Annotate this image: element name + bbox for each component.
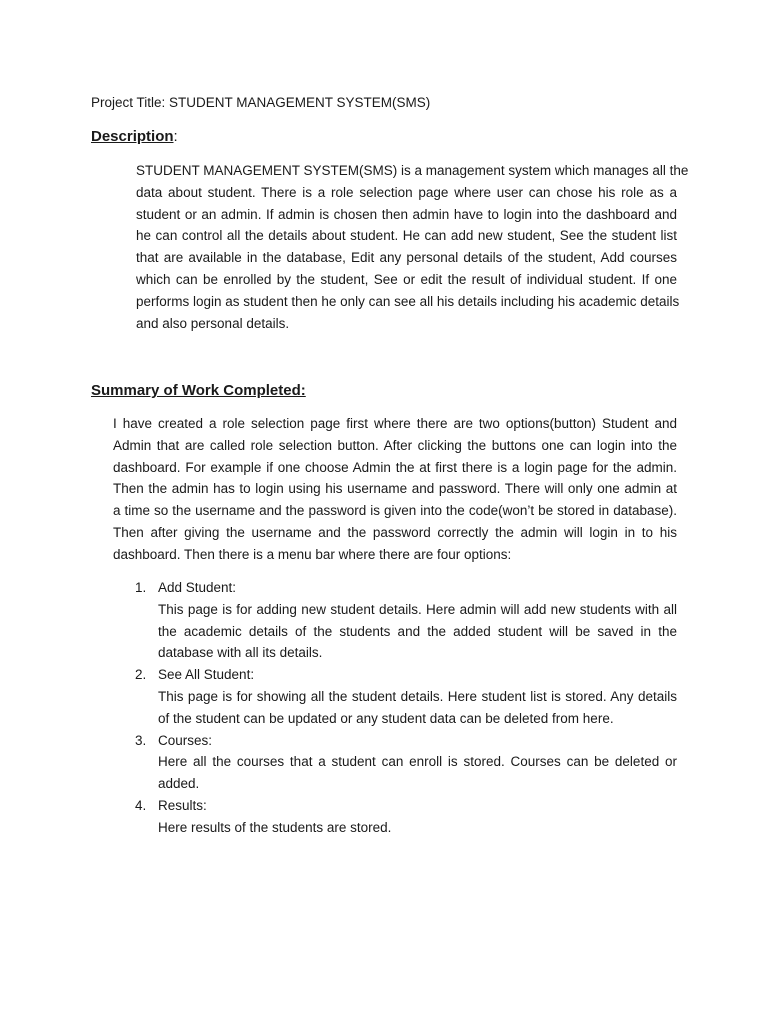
list-item-number: 2. <box>135 667 147 683</box>
paragraph-line: STUDENT MANAGEMENT SYSTEM(SMS) is a management system which manages all the <box>136 163 689 178</box>
description-heading-text: Description <box>91 128 174 145</box>
list-item-line: This page is for showing all the student details. Here student list is stored. Any details <box>158 688 677 704</box>
paragraph-line: dashboard. For example if one choose Admin the at first there is a login page for the admin. <box>113 459 677 475</box>
paragraph-line: data about student. There is a role selection page where user can chose his role as a <box>136 184 677 200</box>
list-item-title: Courses: <box>158 732 213 748</box>
list-item-line: of the student can be updated or any student data can be deleted from here. <box>158 710 614 726</box>
description-heading <box>91 127 178 147</box>
summary-paragraph <box>113 413 677 566</box>
list-item <box>113 664 677 729</box>
list-item-title: Results: <box>158 797 207 813</box>
list-item-line: database with all its details. <box>158 645 323 661</box>
list-item-title: See All Student: <box>158 667 255 683</box>
list-item <box>113 577 677 664</box>
paragraph-line: Then after giving the username and the password correctly the admin will login in to his <box>113 524 677 540</box>
paragraph-line: he can control all the details about student. He can add new student, See the student list <box>136 228 677 244</box>
description-heading-colon: : <box>173 128 178 145</box>
description-paragraph <box>136 160 689 334</box>
paragraph-line: a time so the username and the password is given into the code(won’t be stored in database). <box>113 503 677 519</box>
paragraph-line: that are available in the database, Edit any personal details of the student, Add courses <box>136 250 677 266</box>
project-title: Project Title: STUDENT MANAGEMENT SYSTEM(SMS) <box>91 95 431 110</box>
list-item-line: the academic details of the students and the added student will be saved in the <box>158 623 677 639</box>
list-item-line: Here results of the students are stored. <box>158 819 392 835</box>
paragraph-line: dashboard. Then there is a menu bar where there are four options: <box>113 546 512 562</box>
paragraph-line: and also personal details. <box>136 315 290 331</box>
list-item <box>113 795 677 839</box>
paragraph-line: Admin that are called role selection button. After clicking the buttons one can login into the <box>113 437 677 453</box>
paragraph-line: student or an admin. If admin is chosen then admin have to login into the dashboard and <box>136 206 677 222</box>
list-item-title: Add Student: <box>158 580 237 595</box>
paragraph-line: performs login as student then he only can see all his details including his academic details <box>136 293 680 309</box>
list-item-number: 4. <box>135 797 147 813</box>
summary-heading-text: Summary of Work Completed: <box>91 382 306 399</box>
list-item <box>113 730 677 795</box>
paragraph-line: which can be enrolled by the student, See or edit the result of individual student. If one <box>136 271 677 287</box>
list-item-line: Here all the courses that a student can enroll is stored. Courses can be deleted or <box>158 754 677 770</box>
list-item-line: This page is for adding new student details. Here admin will add new students with all <box>158 601 677 617</box>
paragraph-line: I have created a role selection page first where there are two options(button) Student and <box>113 416 677 431</box>
list-item-line: added. <box>158 776 200 792</box>
list-item-number: 3. <box>135 732 147 748</box>
menu-options-list <box>113 577 677 839</box>
summary-heading <box>91 381 306 401</box>
paragraph-line: Then the admin has to login using his username and password. There will only one admin at <box>113 481 677 497</box>
list-item-number: 1. <box>135 580 147 595</box>
